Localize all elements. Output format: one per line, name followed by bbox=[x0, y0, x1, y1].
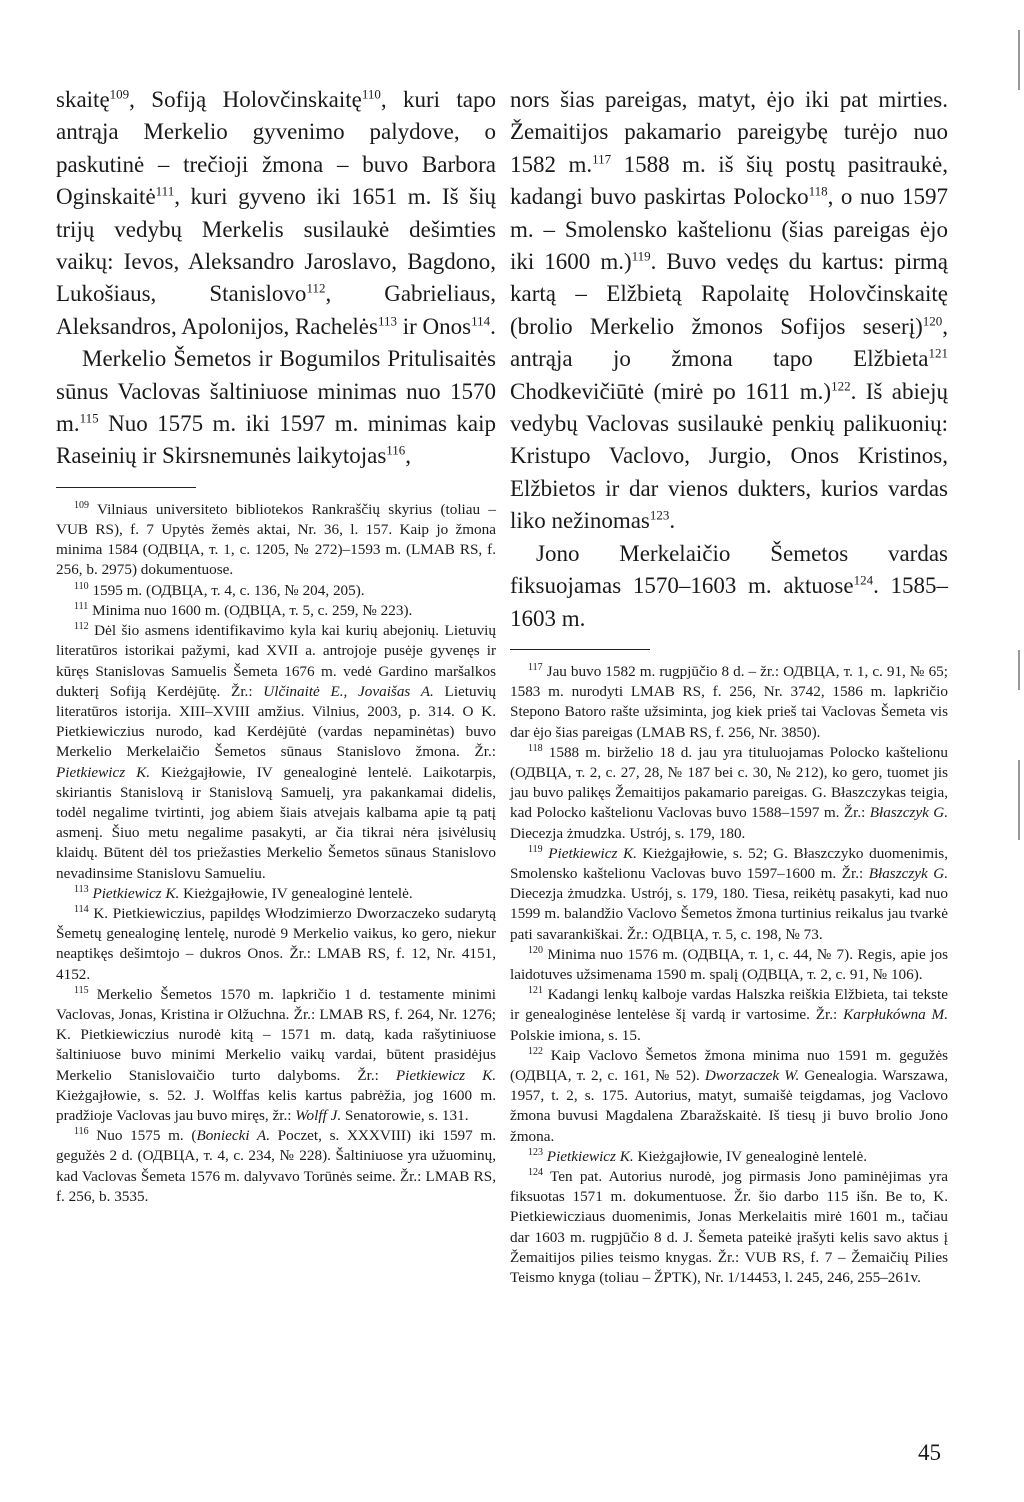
text-run: Merkelio Šemetos ir Bogumilos Pritulisaitės sūnus Vaclovas šaltiniuose minimas nuo 1570 m. bbox=[56, 346, 496, 437]
footnote-ref: 115 bbox=[79, 410, 99, 426]
footnote-ref: 122 bbox=[831, 378, 851, 393]
text-run: , o nuo 1597 m. – Smolensko kaštelionu (šias pareigas ėjo iki 1600 m.) bbox=[510, 184, 949, 275]
footnote-ref: 117 bbox=[528, 661, 543, 673]
footnote bbox=[510, 1167, 948, 1288]
left-footnotes bbox=[56, 500, 496, 1207]
footnote-ref: 112 bbox=[74, 621, 89, 633]
scan-edge-mark bbox=[1018, 30, 1020, 90]
left-column bbox=[56, 84, 496, 1207]
footnote-ref: 123 bbox=[528, 1146, 543, 1158]
footnote bbox=[56, 985, 496, 1126]
footnote-ref: 122 bbox=[528, 1045, 543, 1057]
footnote-ref: 121 bbox=[928, 345, 948, 361]
footnote bbox=[56, 621, 496, 884]
text-run: Minima nuo 1600 m. (ОДВЦА, т. 5, c. 259, № 223). bbox=[88, 601, 413, 619]
text-run: , kuri tapo antrąja Merkelio gyvenimo palydove, o paskutinė – trečioji žmona – buvo Barbora Oginskaitė bbox=[56, 87, 496, 210]
author-citation: Pietkiewicz K. bbox=[92, 884, 180, 902]
author-citation: Błaszczyk G. bbox=[869, 804, 948, 822]
body-paragraph bbox=[56, 84, 496, 343]
footnote bbox=[510, 945, 948, 985]
text-run: Kieżgajłowie, s. 52; G. Błaszczyko duomenimis, Smolensko kaštelionu Vaclovas buvo 1597–1600 m. Žr.: bbox=[510, 844, 948, 882]
footnote bbox=[510, 1147, 948, 1167]
text-run: K. Pietkiewiczius, papildęs Włodzimierzo Dworzaczeko sudarytą Šemetų genealoginę lentelę, nurodė 9 Merkelio vaikus, ko gero, niekur neaptikęs dešimtojo – dukros Onos. Žr.: LMAB RS, f. 12, Nr. 4151, 4152. bbox=[56, 904, 496, 983]
text-run: 1595 m. (ОДВЦА, т. 4, c. 136, № 204, 205). bbox=[88, 581, 365, 599]
text-run: Lietuvių literatūros istorija. XIII–XVIII amžius. Vilnius, 2003, p. 314. O K. Pietkiewiczius nurodo, kad Kerdėjūtė (vardas nepaminėtas) buvo Merkelio Merkelaičio Šemetos sūnaus Stanislovo žmona. Žr.: bbox=[56, 682, 496, 761]
footnote bbox=[510, 844, 948, 945]
author-citation: Pietkiewicz K. bbox=[548, 844, 637, 862]
footnote-ref: 120 bbox=[528, 944, 543, 956]
footnote-separator bbox=[510, 649, 650, 650]
author-citation: Boniecki A. bbox=[196, 1127, 271, 1145]
text-run: . Buvo vedęs du kartus: pirmą kartą – Elžbietą Rapolaitę Holovčinskaitę (brolio Merkelio žmonos Sofijos seserį) bbox=[510, 249, 948, 339]
footnote bbox=[510, 1046, 948, 1147]
footnote-ref: 118 bbox=[528, 742, 543, 754]
text-run: Kieżgajłowie, IV genealoginė lentelė. bbox=[633, 1147, 868, 1165]
body-paragraph bbox=[510, 538, 948, 635]
text-run: Minima nuo 1576 m. (ОДВЦА, т. 1, c. 44, № 7). Regis, apie jos laidotuves užsimenama 1590 m. spalį (ОДВЦА, т. 2, c. 91, № 106). bbox=[510, 945, 948, 983]
footnote bbox=[56, 601, 496, 621]
footnote-ref: 114 bbox=[471, 313, 491, 329]
footnote-ref: 110 bbox=[74, 580, 89, 592]
footnote-ref: 118 bbox=[808, 183, 828, 199]
author-citation: Pietkiewicz K. bbox=[56, 763, 151, 781]
text-run: Chodkevičiūtė (mirė po 1611 m.) bbox=[510, 378, 832, 404]
footnote-ref: 110 bbox=[361, 86, 381, 102]
left-main-text bbox=[56, 84, 496, 473]
footnote-ref: 117 bbox=[592, 151, 612, 167]
author-citation: Błaszczyk G. bbox=[868, 864, 948, 882]
body-paragraph bbox=[510, 84, 948, 538]
scan-edge-mark bbox=[1018, 760, 1020, 840]
text-run: Vilniaus universiteto bibliotekos Rankraščių skyrius (toliau – VUB RS), f. 7 Upytės žemės aktai, Nr. 36, l. 157. Kaip jo žmona minima 1584 (ОДВЦА, т. 1, c. 1205, № 272)–1593 m. (LMAB RS, f. 256, b. 2975) dokumentuose. bbox=[56, 500, 496, 579]
footnote-ref: 112 bbox=[306, 280, 326, 296]
scan-edge-mark bbox=[1018, 650, 1020, 690]
footnote-ref: 120 bbox=[922, 313, 943, 329]
footnote-ref: 124 bbox=[853, 572, 874, 588]
text-run: Kieżgajłowie, IV genealoginė lentelė. bbox=[179, 884, 413, 902]
text-run: Kadangi lenkų kalboje vardas Halszka reiškia Elžbieta, tai tekste ir genealoginėse lentelėse šį vardą ir vartosime. Žr.: bbox=[510, 986, 948, 1024]
text-run: . bbox=[669, 508, 676, 534]
text-run: Diecezja żmudzka. Ustrój, s. 179, 180. bbox=[510, 824, 746, 842]
text-run: Senatorowie, s. 131. bbox=[341, 1106, 469, 1124]
text-run: skaitę bbox=[56, 87, 110, 112]
text-run: , antrąja jo žmona tapo Elžbieta bbox=[510, 313, 948, 372]
footnote bbox=[56, 581, 496, 601]
right-footnotes bbox=[510, 662, 948, 1288]
footnote-ref: 109 bbox=[109, 86, 130, 102]
text-run: , Gabrieliaus, Aleksandros, Apolonijos, Rachelės bbox=[56, 281, 496, 339]
body-paragraph bbox=[56, 343, 496, 473]
text-run: Nuo 1575 m. iki 1597 m. minimas kaip Raseinių ir Skirsnemunės laikytojas bbox=[56, 411, 496, 469]
footnote-ref: 121 bbox=[528, 985, 543, 997]
footnote bbox=[56, 884, 496, 904]
author-citation: Wolff J. bbox=[295, 1106, 342, 1124]
text-run: Jono Merkelaičio Šemetos vardas fiksuojamas 1570–1603 m. aktuose bbox=[510, 540, 948, 599]
right-main-text bbox=[510, 84, 948, 635]
footnote-ref: 119 bbox=[528, 843, 543, 855]
footnote bbox=[56, 500, 496, 581]
author-citation: Ulčinaitė E., Jovaišas A. bbox=[263, 682, 434, 700]
footnote-ref: 111 bbox=[155, 183, 175, 199]
text-run: . bbox=[490, 313, 496, 339]
text-run: Kaip Vaclovo Šemetos žmona minima nuo 1591 m. gegužės (ОДВЦА, т. 2, c. 161, № 52). bbox=[510, 1046, 948, 1084]
text-run: , bbox=[405, 443, 412, 469]
footnote-ref: 123 bbox=[649, 507, 670, 523]
footnote bbox=[56, 1126, 496, 1207]
footnote-ref: 116 bbox=[74, 1126, 89, 1138]
author-citation: Karpłukówna M. bbox=[843, 1006, 948, 1024]
text-run: nors šias pareigas, matyt, ėjo iki pat mirties. Žemaitijos pakamario pareigybę turėjo nuo 1582 m. bbox=[510, 87, 948, 177]
text-run: Polskie imiona, s. 15. bbox=[510, 1026, 641, 1044]
right-column bbox=[510, 84, 948, 1288]
text-run: Kieżgajłowie, IV genealoginė lentelė. Laikotarpis, skiriantis Stanislovą ir Stanislovą Samuelį, yra pakankamai didelis, todėl negalime tvirtinti, jog abiem šiais atvejais kalbama apie tą patį asmenį. Šiuo metu negalime pasakyti, ar čia tikrai nėra įsivėlusių klaidų. Būtent dėl tos priežasties Merkelio Šemetos sūnaus Stanislovo nevadinsime Stanislovu Samueliu. bbox=[56, 763, 497, 882]
footnote-ref: 116 bbox=[386, 442, 406, 458]
text-run: ir Onos bbox=[397, 313, 472, 339]
footnote bbox=[56, 904, 496, 985]
author-citation: Dworzaczek W. bbox=[704, 1066, 800, 1084]
text-run: 1588 m. iš šių postų pasitraukė, kadangi buvo paskirtas Polocko bbox=[510, 151, 948, 210]
footnote-ref: 113 bbox=[74, 883, 89, 895]
text-run: Kieżgajłowie, s. 52. J. Wolffas kelis kartus pabrėžia, jog 1600 m. pradžioje Vaclovas jau buvo miręs, žr.: bbox=[56, 1086, 496, 1124]
author-citation: Pietkiewicz K. bbox=[395, 1066, 496, 1084]
footnote-ref: 124 bbox=[528, 1166, 543, 1178]
text-run: Poczet, s. XXXVIII) iki 1597 m. gegužės 2 d. (ОДВЦА, т. 4, c. 234, № 228). Šaltiniuose yra užuominų, kad Vaclovas Šemeta 1576 m. dalyvavo Torūnės seime. Žr.: LMAB RS, f. 256, b. 3535. bbox=[56, 1127, 497, 1205]
footnote-separator bbox=[56, 487, 196, 488]
footnote-ref: 109 bbox=[74, 499, 89, 511]
text-run: Dėl šio asmens identifikavimo kyla kai kurių abejonių. Lietuvių literatūros istorikai pažymi, kad XVII a. antrojoje pusėje gyvenęs ir kūręs Stanislovas Samuelis Šemeta 1676 m. vedė Gardino maršalkos dukterį Sofiją Kerdėjūtę. Žr.: bbox=[56, 622, 496, 700]
text-run: , Sofiją Holovčinskaitę bbox=[129, 87, 362, 112]
footnote-ref: 119 bbox=[631, 248, 651, 264]
text-run: Genealogia. Warszawa, 1957, t. 2, s. 175. Autorius, matyt, sumaišė teigdamas, jog Vaclovo žmona buvusi Magdalena Zbaražskaitė. Iš tiesų ji buvo brolio Jono žmona. bbox=[510, 1066, 948, 1145]
text-run: Merkelio Šemetos 1570 m. lapkričio 1 d. testamente minimi Vaclovas, Jonas, Kristina ir Olžuchna. Žr.: LMAB RS, f. 264, Nr. 1276; K. Pietkiewiczius nurodė kitą – 1571 m. datą, kada rašytiniuose šaltiniuose buvo minimi Merkelio vaikų vardai, būtent prasidėjus Merkelio Stanislovaičio turto dalyboms. Žr.: bbox=[56, 985, 496, 1084]
page-number: 45 bbox=[918, 1440, 941, 1465]
footnote bbox=[510, 985, 948, 1046]
text-run: , kuri gyveno iki 1651 m. Iš šių trijų vedybų Merkelis susilaukė dešimties vaikų: Ievos, Aleksandro Jaroslavo, Bagdono, Lukošiaus, Stanislovo bbox=[56, 184, 496, 307]
text-run: Ten pat. Autorius nurodė, jog pirmasis Jono paminėjimas yra fiksuotas 1571 m. dokumentuose. Žr. šio darbo 115 išn. Be to, K. Pietkiewicziaus duomenimis, Jonas Merkelaitis mirė 1601 m., tačiau dar 1603 m. rugpjūčio 8 d. J. Šemeta pateikė įrašyti kelis savo aktus į Žemaitijos pilies teismo knygas. Žr.: VUB RS, f. 7 – Žemaičių Pilies Teismo knyga (toliau – ŽPTK), Nr. 1/14453, l. 245, 246, 255–261v. bbox=[510, 1167, 948, 1286]
footnote-ref: 113 bbox=[377, 313, 397, 329]
author-citation: Pietkiewicz K. bbox=[546, 1147, 634, 1165]
footnote bbox=[510, 743, 948, 844]
text-run: . Iš abiejų vedybų Vaclovas susilaukė penkių palikuonių: Kristupo Vaclovo, Jurgio, Onos Kristinos, Elžbietos ir dar vienos dukters, kurios vardas liko nežinomas bbox=[510, 378, 948, 534]
text-run: 1588 m. birželio 18 d. jau yra tituluojamas Polocko kaštelionu (ОДВЦА, т. 2, c. 27, 28, № 187 bei c. 30, № 212), ko gero, tuomet jis jau buvo palikęs Žemaitijos pakamario pareigas. G. Błaszczykas teigia, kad Polocko kaštelionu Vaclovas buvo 1588–1597 m. Žr.: bbox=[510, 743, 948, 822]
footnote-ref: 111 bbox=[74, 600, 89, 612]
text-run: Jau buvo 1582 m. rugpjūčio 8 d. – žr.: ОДВЦА, т. 1, c. 91, № 65; 1583 m. nurodyti LMAB RS, f. 256, Nr. 3742, 1586 m. lapkričio Stepono Batoro rašte užsiminta, jog kiek prieš tai Vaclovas Šemeta vis dar ėjo šias pareigas (LMAB RS, f. 256, Nr. 3850). bbox=[510, 662, 948, 741]
text-run: Diecezja żmudzka. Ustrój, s. 179, 180. Tiesa, reikėtų pasakyti, kad nuo 1599 m. balandžio Vaclovo Šemetos žmona turtinius reikalus jau tvarkė pati savarankiškai. Žr.: ОДВЦА, т. 5, c. 198, № 73. bbox=[510, 885, 948, 943]
footnote-ref: 115 bbox=[74, 984, 89, 996]
text-run: Nuo 1575 m. ( bbox=[88, 1127, 197, 1145]
text-run: . 1585–1603 m. bbox=[510, 573, 949, 631]
footnote-ref: 114 bbox=[74, 903, 89, 915]
footnote bbox=[510, 662, 948, 743]
